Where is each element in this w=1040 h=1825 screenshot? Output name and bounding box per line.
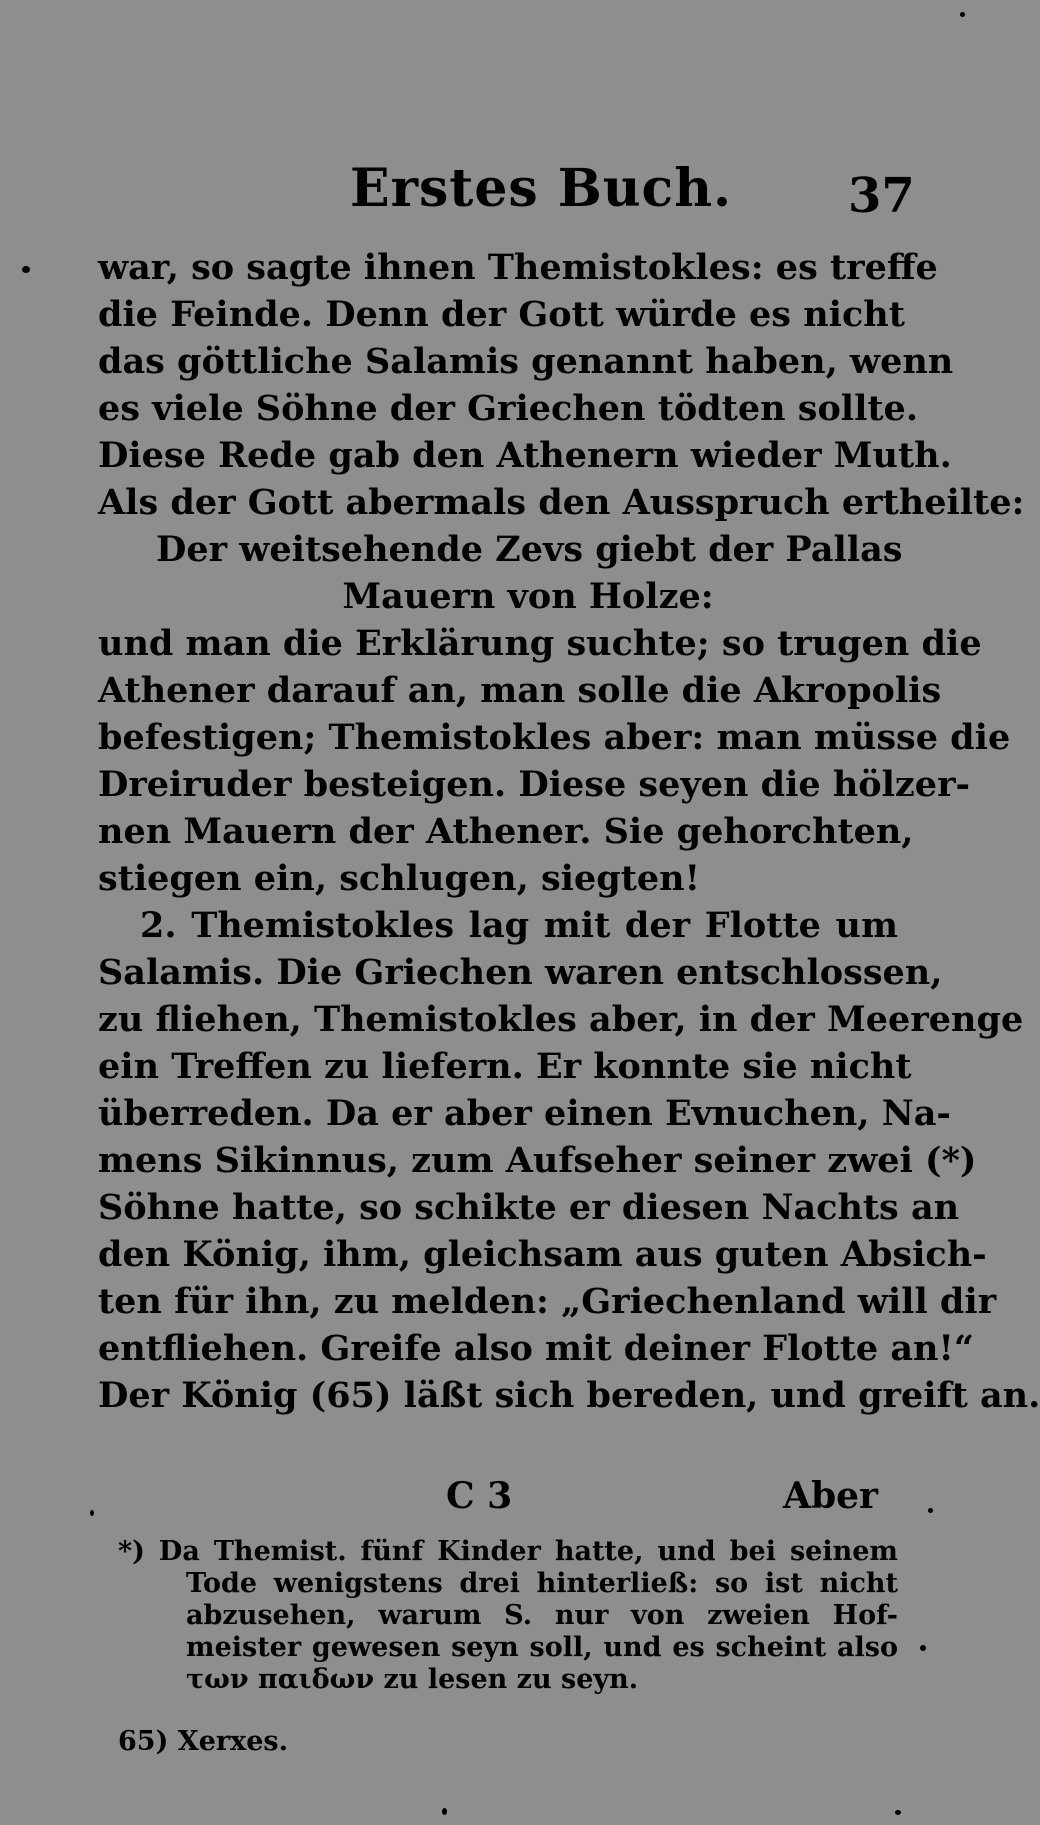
text-line: war, so sagte ihnen Themistokles: es treffe [98,247,938,288]
text-line: überreden. Da er aber einen Evnuchen, Na- [98,1093,951,1134]
footnote-spacer [118,1696,898,1726]
scan-speck [22,266,30,273]
oracle-verse-line: Mauern von Holze: [342,576,714,617]
scan-speck [960,12,965,17]
signature-row [98,1475,898,1525]
printer-signature: C 3 [446,1475,513,1517]
text-line: Söhne hatte, so schikte er diesen Nachts an [98,1187,960,1228]
text-line: Dreiruder besteigen. Diese seyen die hölzer- [98,764,971,805]
catchword: Aber [783,1475,878,1517]
footnote-line: Tode wenigstens drei hinterließ: so ist nicht [186,1568,898,1599]
text-line: zu fliehen, Themistokles aber, in der Meerenge [98,999,1024,1040]
text-line: ten für ihn, zu melden: „Griechenland will dir [98,1281,997,1322]
running-title: Erstes Buch. [350,158,733,219]
text-line: nen Mauern der Athener. Sie gehorchten, [98,811,914,852]
scan-speck [928,1508,933,1513]
scan-speck [442,1808,447,1815]
text-line: stiegen ein, schlugen, siegten! [98,858,700,899]
body-text [98,244,1040,1419]
text-line: Salamis. Die Griechen waren entschlossen, [98,952,943,993]
page-number: 37 [848,168,915,224]
text-line: ein Treffen zu liefern. Er konnte sie nicht [98,1046,912,1087]
text-line: mens Sikinnus, zum Aufseher seiner zwei (*) [98,1140,977,1181]
text-line: Der König (65) läßt sich bereden, und greift an. [98,1375,1040,1416]
scan-speck [90,1510,94,1516]
footnote-line: meister gewesen seyn soll, und es scheint also [186,1632,898,1663]
text-line: und man die Erklärung suchte; so trugen die [98,623,982,664]
text-line: entfliehen. Greife also mit deiner Flotte an!“ [98,1328,974,1369]
text-line: Athener darauf an, man solle die Akropolis [98,670,942,711]
scan-speck [895,1810,901,1815]
footnotes [118,1536,898,1758]
text-line: Als der Gott abermals den Ausspruch ertheilte: [98,482,1025,523]
text-line: befestigen; Themistokles aber: man müsse die [98,717,1011,758]
footnote-line: abzusehen, warum S. nur von zweien Hof- [186,1600,898,1631]
text-line: es viele Söhne der Griechen tödten sollte. [98,388,919,429]
text-line: die Feinde. Denn der Gott würde es nicht [98,294,905,335]
footnote-line: *) Da Themist. fünf Kinder hatte, und bei seinem [118,1536,898,1567]
footnote-numbered: 65) Xerxes. [118,1726,288,1757]
text-line: den König, ihm, gleichsam aus guten Absich- [98,1234,987,1275]
paragraph-start-line: 2. Themistokles lag mit der Flotte um [140,905,898,946]
text-line: das göttliche Salamis genannt haben, wenn [98,341,954,382]
page-header [0,148,1000,228]
footnote-line: των παιδων zu lesen zu seyn. [186,1664,639,1695]
oracle-verse-line: Der weitsehende Zevs giebt der Pallas [156,529,903,570]
text-line: Diese Rede gab den Athenern wieder Muth. [98,435,952,476]
scan-speck [920,1645,926,1651]
